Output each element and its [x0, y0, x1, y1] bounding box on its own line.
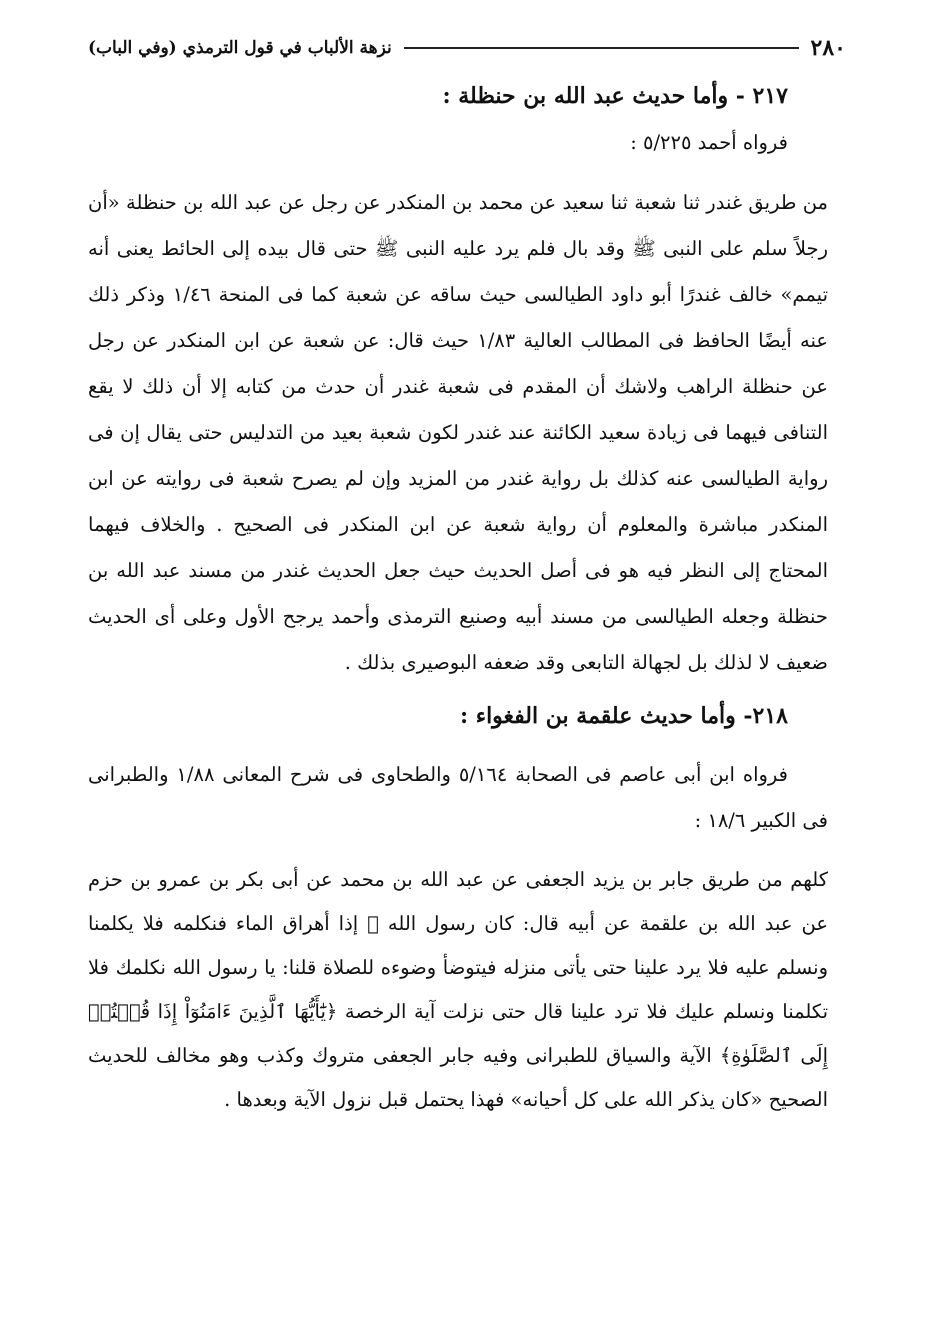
source-citation: فرواه أحمد ٥/٢٢٥ :: [630, 131, 788, 154]
page-number: ٢٨٠: [810, 35, 846, 61]
running-header: [88, 28, 846, 68]
section-body: من طريق غندر ثنا شعبة ثنا سعيد عن محمد بن المنكدر عن رجل عن عبد الله بن حنظلة «أن رجلاً سلم على النبى ﷺ وقد بال فلم يرد عليه النبى ﷺ حتى قال بيده إلى الحائط يعنى أنه تيمم» خالف غندرًا أبو داود الطيالسى حيث ساقه عن شعبة كما فى المنحة ١/٤٦ وذكر ذلك عنه أيضًا الحافظ فى المطالب العالية ١/٨٣ حيث قال: عن شعبة عن ابن المنكدر عن رجل عن حنظلة الراهب ولاشك أن المقدم فى شعبة غندر أن حدث من كتابه إلا أن ذلك لا يقع التنافى فيهما فى زيادة سعيد الكائنة عند غندر لكون شعبة بعيد من التدليس حتى يقال إن فى رواية الطيالسى عنه كذلك بل رواية غندر من المزيد وإن لم يصرح شعبة فى روايته عن ابن المنكدر مباشرة والمعلوم أن رواية شعبة عن ابن المنكدر فى الصحيح . والخلاف فيهما المحتاج إلى النظر فيه هو فى أصل الحديث حيث جعل الحديث غندر من مسند عبد الله بن حنظلة وجعله الطيالسى من مسند أبيه وصنيع الترمذى وأحمد يرجح الأول وعلى أى الحديث ضعيف لا لذلك بل لجهالة التابعى وقد ضعفه البوصيرى بذلك .: [88, 191, 828, 674]
section-heading: ٢١٨- وأما حديث علقمة بن الفغواء :: [459, 703, 788, 729]
section-heading: ٢١٧ - وأما حديث عبد الله بن حنظلة :: [442, 83, 788, 109]
book-title: نزهة الألباب في قول الترمذي (وفي الباب): [88, 38, 392, 58]
source-citation: فرواه ابن أبى عاصم فى الصحابة ٥/١٦٤ والطحاوى فى شرح المعانى ١/٨٨ والطبرانى فى الكبير ١٨/٦ :: [88, 763, 828, 832]
section-217: [88, 74, 828, 686]
header-rule: [404, 47, 799, 49]
section-body: كلهم من طريق جابر بن يزيد الجعفى عن عبد الله بن محمد عن أبى بكر بن عمرو بن حزم عن عبد الله بن علقمة عن أبيه قال: كان رسول الله ﷺ إذا أهراق الماء فنكلمه فلا يكلمنا ونسلم عليه فلا يرد علينا حتى يأتى منزله فيتوضأ وضوءه للصلاة قلنا: يا رسول الله نكلمك فلا تكلمنا ونسلم عليك فلا ترد علينا قال حتى نزلت آية الرخصة ﴿يَٰٓأَيُّهَا ٱلَّذِينَ ءَامَنُوٓاْ إِذَا قُمۡتُمۡ إِلَى ٱلصَّلَوٰةِ﴾ الآية والسياق للطبرانى وفيه جابر الجعفى متروك وكذب وهو مخالف للحديث الصحيح «كان يذكر الله على كل أحيانه» فهذا يحتمل قبل نزول الآية وبعدها .: [88, 868, 828, 1111]
section-218: [88, 694, 828, 1122]
book-page: [88, 28, 846, 1318]
